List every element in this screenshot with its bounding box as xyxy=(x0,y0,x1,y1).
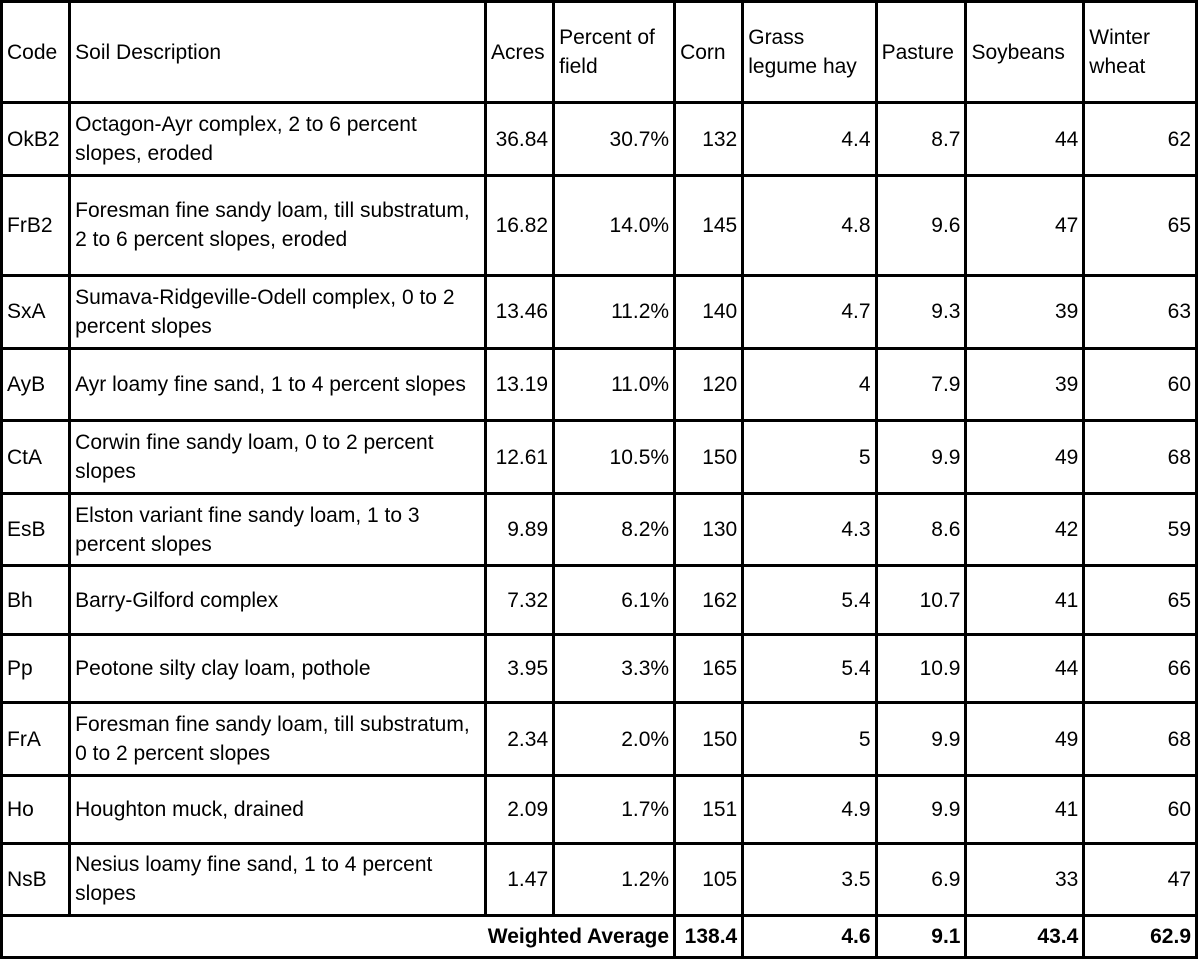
table-cell: 5.4 xyxy=(744,636,874,702)
header-soil-description: Soil Description xyxy=(71,3,484,101)
table-cell: 13.19 xyxy=(487,350,552,420)
table-cell: Ayr loamy fine sand, 1 to 4 percent slopes xyxy=(71,350,484,420)
table-cell: 151 xyxy=(676,777,741,841)
table-cell: CtA xyxy=(3,422,68,492)
table-cell: 68 xyxy=(1085,704,1195,774)
header-percent-of-field: Percent of field xyxy=(555,3,673,101)
table-cell: 39 xyxy=(967,350,1082,420)
table-cell: 33 xyxy=(967,845,1082,915)
table-cell: AyB xyxy=(3,350,68,420)
table-cell: 11.2% xyxy=(555,277,673,347)
weighted-average-wheat: 62.9 xyxy=(1085,917,1195,956)
table-cell: 10.9 xyxy=(878,636,965,702)
table-cell: 8.6 xyxy=(878,495,965,565)
table-cell: 65 xyxy=(1085,567,1195,633)
table-cell: 44 xyxy=(967,636,1082,702)
table-cell: FrB2 xyxy=(3,177,68,274)
weighted-average-pasture: 9.1 xyxy=(878,917,965,956)
table-row xyxy=(3,777,1195,841)
table-row xyxy=(3,177,1195,274)
table-cell: Elston variant fine sandy loam, 1 to 3 percent slopes xyxy=(71,495,484,565)
header-grass-legume-hay: Grass legume hay xyxy=(744,3,874,101)
weighted-average-soybeans: 43.4 xyxy=(967,917,1082,956)
table-cell: 9.89 xyxy=(487,495,552,565)
header-pasture: Pasture xyxy=(878,3,965,101)
table-row xyxy=(3,350,1195,420)
table-cell: 4.9 xyxy=(744,777,874,841)
header-acres: Acres xyxy=(487,3,552,101)
table-cell: 120 xyxy=(676,350,741,420)
table-cell: 2.34 xyxy=(487,704,552,774)
table-cell: 132 xyxy=(676,104,741,174)
table-cell: 2.0% xyxy=(555,704,673,774)
table-cell: 7.9 xyxy=(878,350,965,420)
table-cell: 9.9 xyxy=(878,704,965,774)
table-cell: 8.2% xyxy=(555,495,673,565)
header-soybeans: Soybeans xyxy=(967,3,1082,101)
table-cell: 1.7% xyxy=(555,777,673,841)
table-cell: SxA xyxy=(3,277,68,347)
table-cell: 5 xyxy=(744,704,874,774)
table-cell: 62 xyxy=(1085,104,1195,174)
table-cell: 9.9 xyxy=(878,777,965,841)
table-cell: Foresman fine sandy loam, till substratum, 2 to 6 percent slopes, eroded xyxy=(71,177,484,274)
table-cell: Nesius loamy fine sand, 1 to 4 percent slopes xyxy=(71,845,484,915)
weighted-average-label: Weighted Average xyxy=(3,917,673,956)
table-cell: 63 xyxy=(1085,277,1195,347)
table-cell: 150 xyxy=(676,422,741,492)
table-cell: 30.7% xyxy=(555,104,673,174)
table-cell: 1.2% xyxy=(555,845,673,915)
table-cell: 7.32 xyxy=(487,567,552,633)
table-cell: Barry-Gilford complex xyxy=(71,567,484,633)
table-row xyxy=(3,567,1195,633)
table-cell: 49 xyxy=(967,704,1082,774)
table-cell: 16.82 xyxy=(487,177,552,274)
table-cell: 59 xyxy=(1085,495,1195,565)
table-cell: Houghton muck, drained xyxy=(71,777,484,841)
table-cell: FrA xyxy=(3,704,68,774)
weighted-average-corn: 138.4 xyxy=(676,917,741,956)
table-cell: 3.95 xyxy=(487,636,552,702)
table-cell: 9.9 xyxy=(878,422,965,492)
header-row xyxy=(3,3,1195,101)
table-cell: 9.3 xyxy=(878,277,965,347)
table-cell: 41 xyxy=(967,567,1082,633)
table-cell: 47 xyxy=(1085,845,1195,915)
table-cell: 36.84 xyxy=(487,104,552,174)
table-cell: 165 xyxy=(676,636,741,702)
table-cell: 14.0% xyxy=(555,177,673,274)
table-cell: 68 xyxy=(1085,422,1195,492)
table-cell: 3.3% xyxy=(555,636,673,702)
table-cell: 10.7 xyxy=(878,567,965,633)
table-cell: 8.7 xyxy=(878,104,965,174)
table-cell: 42 xyxy=(967,495,1082,565)
table-cell: 145 xyxy=(676,177,741,274)
table-cell: Bh xyxy=(3,567,68,633)
table-cell: 4.4 xyxy=(744,104,874,174)
table-cell: 60 xyxy=(1085,350,1195,420)
table-cell: 150 xyxy=(676,704,741,774)
table-cell: 1.47 xyxy=(487,845,552,915)
table-cell: OkB2 xyxy=(3,104,68,174)
table-cell: 162 xyxy=(676,567,741,633)
table-cell: 6.1% xyxy=(555,567,673,633)
table-cell: 11.0% xyxy=(555,350,673,420)
weighted-average-row xyxy=(3,917,1195,956)
header-corn: Corn xyxy=(676,3,741,101)
header-winter-wheat: Winter wheat xyxy=(1085,3,1195,101)
table-cell: 4.8 xyxy=(744,177,874,274)
table-cell: Foresman fine sandy loam, till substratum, 0 to 2 percent slopes xyxy=(71,704,484,774)
table-row xyxy=(3,495,1195,565)
table-cell: 66 xyxy=(1085,636,1195,702)
table-cell: 6.9 xyxy=(878,845,965,915)
weighted-average-hay: 4.6 xyxy=(744,917,874,956)
table-cell: 60 xyxy=(1085,777,1195,841)
table-cell: 5 xyxy=(744,422,874,492)
header-code: Code xyxy=(3,3,68,101)
table-row xyxy=(3,422,1195,492)
table-cell: 47 xyxy=(967,177,1082,274)
table-cell: Octagon-Ayr complex, 2 to 6 percent slopes, eroded xyxy=(71,104,484,174)
table-cell: Sumava-Ridgeville-Odell complex, 0 to 2 percent slopes xyxy=(71,277,484,347)
table-cell: 9.6 xyxy=(878,177,965,274)
table-row xyxy=(3,636,1195,702)
table-cell: NsB xyxy=(3,845,68,915)
table-cell: 105 xyxy=(676,845,741,915)
table-cell: 4 xyxy=(744,350,874,420)
table-cell: 65 xyxy=(1085,177,1195,274)
table-cell: 130 xyxy=(676,495,741,565)
table-cell: Pp xyxy=(3,636,68,702)
table-cell: 41 xyxy=(967,777,1082,841)
table-cell: 10.5% xyxy=(555,422,673,492)
table-cell: 39 xyxy=(967,277,1082,347)
table-cell: Ho xyxy=(3,777,68,841)
table-cell: Corwin fine sandy loam, 0 to 2 percent slopes xyxy=(71,422,484,492)
table-cell: 4.7 xyxy=(744,277,874,347)
table-cell: 49 xyxy=(967,422,1082,492)
table-cell: 2.09 xyxy=(487,777,552,841)
table-row xyxy=(3,704,1195,774)
table-cell: 12.61 xyxy=(487,422,552,492)
table-cell: 13.46 xyxy=(487,277,552,347)
table-cell: 3.5 xyxy=(744,845,874,915)
table-cell: 140 xyxy=(676,277,741,347)
table-row xyxy=(3,277,1195,347)
table-cell: 44 xyxy=(967,104,1082,174)
table-cell: 4.3 xyxy=(744,495,874,565)
table-row xyxy=(3,104,1195,174)
table-row xyxy=(3,845,1195,915)
table-cell: EsB xyxy=(3,495,68,565)
table-cell: Peotone silty clay loam, pothole xyxy=(71,636,484,702)
table-cell: 5.4 xyxy=(744,567,874,633)
